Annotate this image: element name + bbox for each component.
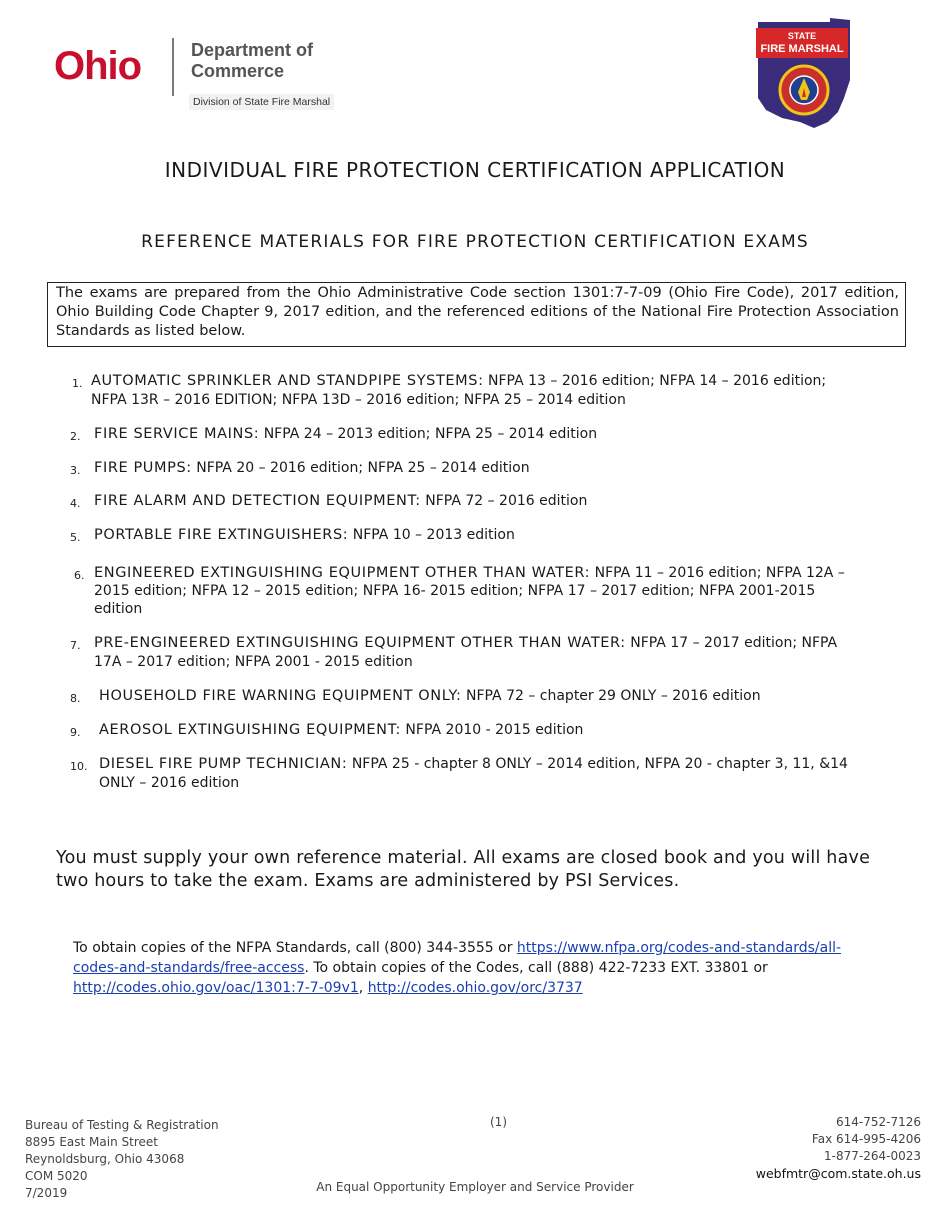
item-text: NFPA 17 – 2017 edition; NFPA 17A – 2017 edition; NFPA 2001 - 2015 edition [94,635,838,670]
item-text: NFPA 20 – 2016 edition; NFPA 25 – 2014 edition [191,460,530,476]
item-heading: HOUSEHOLD FIRE WARNING EQUIPMENT ONLY: [99,688,462,704]
item-number: 10. [70,760,88,773]
item-heading: ENGINEERED EXTINGUISHING EQUIPMENT OTHER THAN WATER: [94,565,591,581]
footer-tollfree: 1-877-264-0023 [824,1149,921,1163]
item-text: NFPA 72 – chapter 29 ONLY – 2016 edition [461,688,761,704]
page-number: (1) [490,1115,507,1129]
department-name: Department of Commerce [191,40,314,81]
ohio-orc-link[interactable]: http://codes.ohio.gov/orc/3737 [367,980,583,996]
item-text: NFPA 72 – 2016 edition [420,493,588,509]
footer-date: 7/2019 [25,1186,68,1200]
footer-city: Reynoldsburg, Ohio 43068 [25,1152,185,1166]
item-heading: PORTABLE FIRE EXTINGUISHERS: [94,527,349,543]
item-number: 1. [72,377,83,390]
logo-divider [172,38,174,96]
footer-phone: 614-752-7126 [835,1115,921,1129]
item-number: 8. [70,692,81,705]
footer-fax: Fax 614-995-4206 [811,1132,921,1146]
footer-form-number: COM 5020 [25,1169,88,1183]
item-text: NFPA 13 – 2016 edition; NFPA 14 – 2016 edition; NFPA 13R – 2016 EDITION; NFPA 13D – 2016 edition; NFPA 25 – 2014 edition [91,373,827,408]
section-subtitle: REFERENCE MATERIALS FOR FIRE PROTECTION CERTIFICATION EXAMS [141,232,809,252]
item-heading: FIRE ALARM AND DETECTION EQUIPMENT: [94,493,421,509]
footer-street: 8895 East Main Street [25,1135,158,1149]
item-heading: AUTOMATIC SPRINKLER AND STANDPIPE SYSTEMS: [91,373,484,389]
closing-statement: You must supply your own reference material. All exams are closed book and you will have two hours to take the exam. Exams are administered by PSI Services. [56,848,871,891]
footer-bureau: Bureau of Testing & Registration [25,1118,219,1132]
item-heading: FIRE PUMPS: [94,460,192,476]
ohio-wordmark: Ohio [54,44,142,88]
item-text: NFPA 2010 - 2015 edition [400,722,584,738]
ohio-commerce-logo [54,36,359,114]
page-title: INDIVIDUAL FIRE PROTECTION CERTIFICATION APPLICATION [164,158,786,182]
item-text: NFPA 10 – 2013 edition [348,527,515,543]
item-text: NFPA 25 - chapter 8 ONLY – 2014 edition, NFPA 20 - chapter 3, 11, &14 ONLY – 2016 edition [99,756,848,791]
item-heading: PRE-ENGINEERED EXTINGUISHING EQUIPMENT OTHER THAN WATER: [94,635,626,651]
footer-email: webfmtr@com.state.oh.us [755,1166,921,1181]
item-number: 5. [70,531,81,544]
item-number: 7. [70,639,81,652]
item-heading: DIESEL FIRE PUMP TECHNICIAN: [99,756,348,772]
item-number: 4. [70,497,81,510]
intro-box: The exams are prepared from the Ohio Administrative Code section 1301:7-7-09 (Ohio Fire Code), 2017 edition, Ohio Building Code Chapter 9, 2017 edition, and the referenced editions of the National Fire Protection Association Standards as listed below. [47,282,906,347]
item-number: 2. [70,430,81,443]
svg-text:STATE: STATE [787,31,817,41]
item-heading: FIRE SERVICE MAINS: [94,426,260,442]
item-text: NFPA 24 – 2013 edition; NFPA 25 – 2014 edition [259,426,598,442]
fire-marshal-badge-icon [752,18,852,128]
svg-text:FIRE MARSHAL: FIRE MARSHAL [760,43,844,55]
equal-opportunity-statement: An Equal Opportunity Employer and Service Provider [316,1180,634,1194]
obtain-text-3: , [358,980,368,996]
obtain-copies-paragraph [73,938,863,998]
item-number: 6. [74,569,85,582]
obtain-text-1: To obtain copies of the NFPA Standards, call (800) 344-3555 or [73,940,517,956]
item-number: 3. [70,464,81,477]
item-number: 9. [70,726,81,739]
nfpa-free-access-link[interactable]: https://www.nfpa.org/codes-and-standards/all-codes-and-standards/free-access [73,940,842,976]
division-name: Division of State Fire Marshal [189,94,334,110]
item-text: NFPA 11 – 2016 edition; NFPA 12A – 2015 edition; NFPA 12 – 2015 edition; NFPA 16- 2015 edition; NFPA 17 – 2017 edition; NFPA 2001-2015 edition [94,565,845,617]
obtain-text-2: . To obtain copies of the Codes, call (888) 422-7233 EXT. 33801 or [304,960,768,976]
item-heading: AEROSOL EXTINGUISHING EQUIPMENT: [99,722,401,738]
ohio-oac-link[interactable]: http://codes.ohio.gov/oac/1301:7-7-09v1 [73,980,359,996]
footer-contact [640,1114,921,1182]
